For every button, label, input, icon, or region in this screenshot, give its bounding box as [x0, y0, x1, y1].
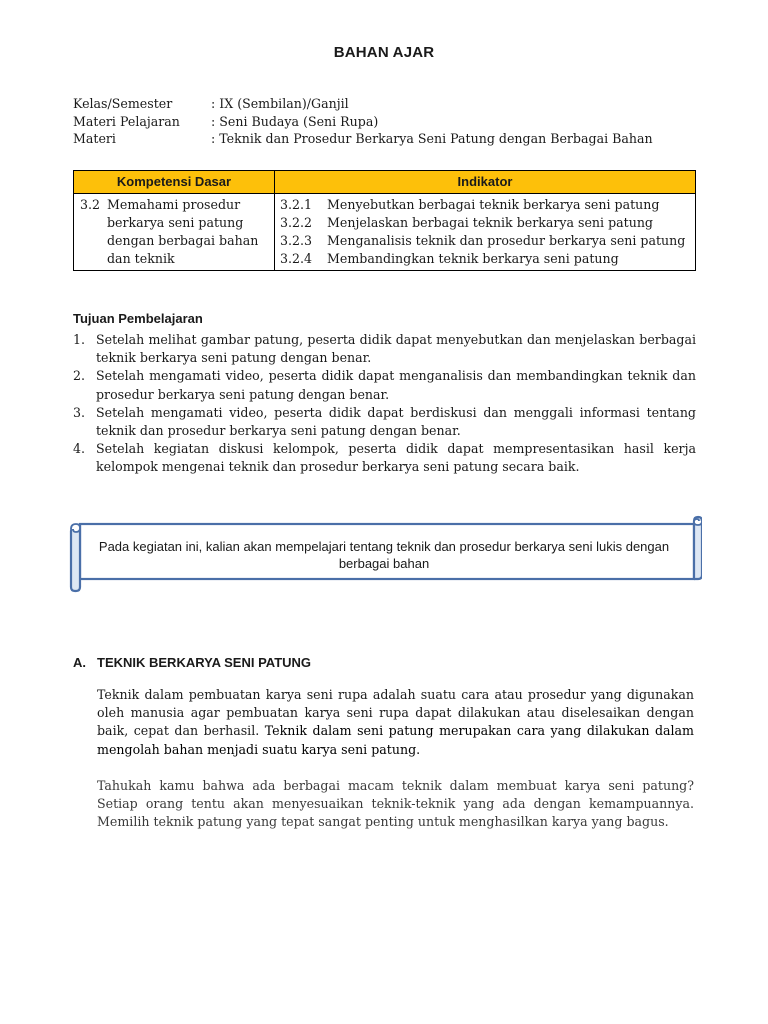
- list-item: [73, 440, 696, 476]
- section-a-heading: [73, 655, 311, 670]
- section-letter: A.: [73, 655, 86, 670]
- list-text: Setelah mengamati video, peserta didik dapat berdiskusi dan menggali informasi tentang teknik dan prosedur berkarya seni patung dengan benar.: [96, 404, 696, 439]
- meta-value: : Teknik dan Prosedur Berkarya Seni Patung dengan Berbagai Bahan: [211, 131, 653, 146]
- meta-label: Kelas/Semester: [73, 96, 173, 111]
- tujuan-heading: Tujuan Pembelajaran: [73, 311, 203, 326]
- paragraph-1-part-2: Teknik dalam seni patung merupakan cara yang dilakukan dalam mengolah bahan menjadi suatu karya seni patung.: [97, 723, 694, 757]
- kompetensi-table: [73, 170, 696, 271]
- list-text: Setelah mengamati video, peserta didik dapat menganalisis dan membandingkan teknik dan prosedur berkarya seni patung dengan benar.: [96, 368, 696, 402]
- meta-row-materi: [73, 130, 653, 148]
- tujuan-list: [73, 331, 696, 477]
- indikator-row: [280, 250, 691, 268]
- indikator-number: 3.2.3: [280, 233, 313, 248]
- scroll-banner: [66, 515, 702, 595]
- section-title: TEKNIK BERKARYA SENI PATUNG: [97, 655, 312, 670]
- meta-label: Materi: [73, 131, 116, 146]
- list-number: 3.: [73, 404, 86, 420]
- indikator-text: Membandingkan teknik berkarya seni patung: [327, 251, 619, 266]
- meta-value: : Seni Budaya (Seni Rupa): [211, 113, 379, 129]
- kd-text: Memahami prosedur berkarya seni patung dengan berbagai bahan dan teknik: [107, 197, 259, 266]
- indikator-row: [280, 196, 691, 214]
- list-number: 2.: [73, 368, 86, 384]
- indikator-text: Menganalisis teknik dan prosedur berkarya seni patung: [327, 233, 686, 248]
- list-text: Setelah kegiatan diskusi kelompok, peserta didik dapat mempresentasikan hasil kerja kelompok mengenai teknik dan prosedur berkarya seni patung secara baik.: [96, 441, 696, 475]
- kd-number: 3.2: [80, 197, 101, 212]
- indikator-number: 3.2.4: [280, 251, 313, 266]
- paragraph-1: [97, 686, 694, 759]
- list-item: [73, 331, 696, 367]
- meta-row-mapel: [73, 113, 653, 131]
- header-kompetensi-dasar: Kompetensi Dasar: [74, 171, 275, 194]
- scroll-note-text: Pada kegiatan ini, kalian akan mempelajari tentang teknik dan prosedur berkarya seni lukis dengan berbagai bahan: [98, 539, 670, 571]
- list-item: [73, 404, 696, 440]
- list-number: 1.: [73, 332, 86, 347]
- indikator-number: 3.2.2: [280, 215, 313, 230]
- indikator-number: 3.2.1: [280, 197, 313, 212]
- indikator-cell: [275, 194, 696, 271]
- indikator-row: [280, 232, 691, 250]
- list-text: Setelah melihat gambar patung, peserta didik dapat menyebutkan dan menjelaskan berbagai teknik berkarya seni patung dengan benar.: [96, 332, 696, 366]
- paragraph-2: Tahukah kamu bahwa ada berbagai macam teknik dalam membuat karya seni patung? Setiap orang tentu akan menyesuaikan teknik-teknik yang ada dengan kemampuannya. Memilih teknik patung yang tepat sangat penting untuk menghasilkan karya yang bagus.: [97, 778, 694, 830]
- meta-label: Materi Pelajaran: [73, 113, 180, 129]
- document-meta: [73, 95, 653, 148]
- paragraph-1-part-1: Teknik dalam pembuatan karya seni rupa adalah suatu cara atau prosedur yang digunakan oleh manusia agar pembuatan karya seni rupa dapat dilakukan atau diselesaikan dengan baik, cepat dan berhasil.: [97, 687, 694, 739]
- indikator-text: Menyebutkan berbagai teknik berkarya seni patung: [327, 197, 660, 212]
- kd-cell: [74, 194, 275, 271]
- header-indikator: Indikator: [275, 171, 696, 194]
- page-title: BAHAN AJAR: [333, 44, 435, 61]
- indikator-row: [280, 214, 691, 232]
- meta-value: : IX (Sembilan)/Ganjil: [211, 96, 349, 111]
- indikator-text: Menjelaskan berbagai teknik berkarya seni patung: [327, 215, 653, 230]
- meta-row-kelas: [73, 95, 653, 113]
- list-number: 4.: [73, 441, 86, 457]
- list-item: [73, 367, 696, 403]
